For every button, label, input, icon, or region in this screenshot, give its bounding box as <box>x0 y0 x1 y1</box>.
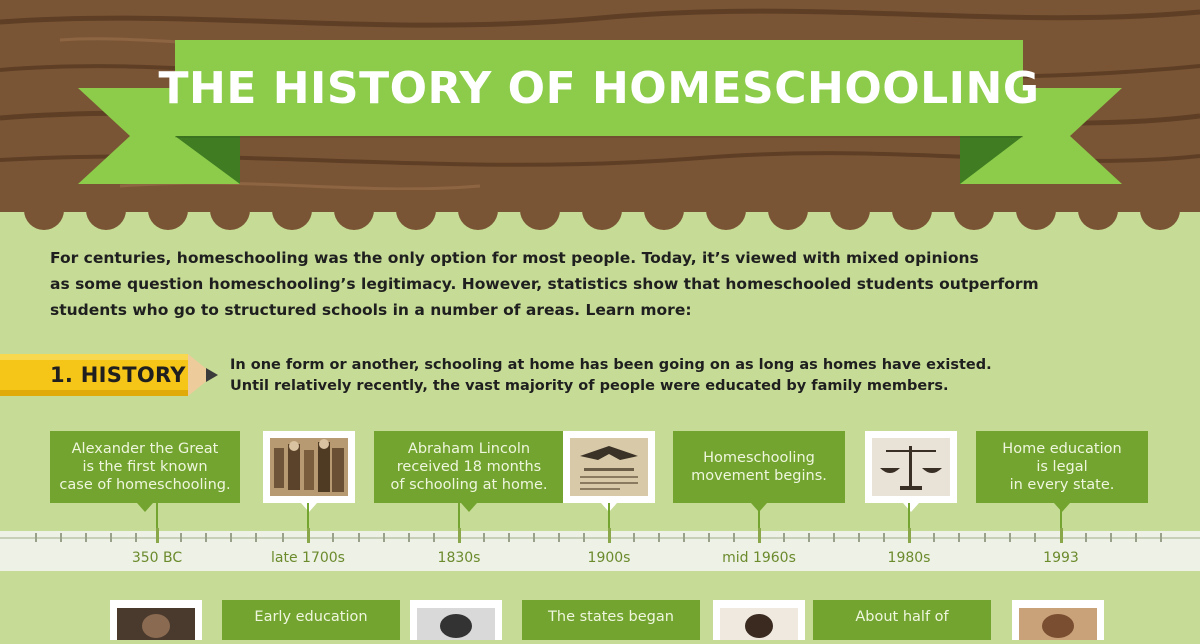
timeline-event-text: Abraham Lincoln received 18 months of schooling at home. <box>390 441 548 493</box>
timeline-tick <box>708 533 710 542</box>
timeline-event-bubble <box>813 600 991 640</box>
section-description-line: Until relatively recently, the vast majority of people were educated by family members. <box>230 378 949 394</box>
timeline-tick <box>933 533 935 542</box>
timeline-event-text: Alexander the Great is the first known case of homeschooling. <box>59 441 231 493</box>
timeline-tick <box>558 533 560 542</box>
family-photo-icon <box>1019 608 1097 640</box>
timeline-major-tick <box>908 528 911 543</box>
timeline-event-bubble <box>374 431 564 503</box>
timeline-photo <box>713 600 805 640</box>
timeline-tick <box>984 533 986 542</box>
timeline-tick <box>358 533 360 542</box>
timeline-tick <box>633 533 635 542</box>
timeline-tick <box>383 533 385 542</box>
timeline-photo <box>263 431 355 503</box>
timeline-tick <box>180 533 182 542</box>
timeline-date-label: mid 1960s <box>722 550 796 566</box>
timeline-tick <box>958 533 960 542</box>
timeline-date-label: 350 BC <box>131 550 183 566</box>
timeline-tick <box>733 533 735 542</box>
timeline-event-text: About half of <box>855 609 949 625</box>
timeline-date-label: 1830s <box>437 550 481 566</box>
timeline-tick <box>883 533 885 542</box>
timeline-date-label: 1993 <box>1043 550 1079 566</box>
section-heading: 1. HISTORY <box>50 363 186 387</box>
timeline-major-tick <box>758 528 761 543</box>
timeline-major-tick <box>458 528 461 543</box>
intro-line: For centuries, homeschooling was the only option for most people. Today, it’s viewed with mixed opinions <box>50 249 979 267</box>
timeline-tick <box>783 533 785 542</box>
timeline-tick <box>135 533 137 542</box>
timeline-photo <box>410 600 502 640</box>
timeline-major-tick <box>608 528 611 543</box>
timeline-major-tick <box>156 528 159 543</box>
timeline-tick <box>205 533 207 542</box>
timeline-event-text: Early education <box>254 609 368 625</box>
timeline-tick <box>808 533 810 542</box>
timeline-tick <box>1085 533 1087 542</box>
intro-line: students who go to structured schools in a number of areas. Learn more: <box>50 301 692 319</box>
timeline-tick <box>483 533 485 542</box>
timeline-photo <box>110 600 202 640</box>
timeline-date-label: late 1700s <box>271 550 345 566</box>
timeline-tick <box>408 533 410 542</box>
timeline-tick <box>230 533 232 542</box>
intro-paragraph <box>50 245 1160 323</box>
timeline-date-label: 1980s <box>887 550 931 566</box>
intro-line: as some question homeschooling’s legitimacy. However, statistics show that homeschooled students outperform <box>50 275 1039 293</box>
timeline-event-text: Homeschooling movement begins. <box>691 450 827 484</box>
timeline-tick <box>683 533 685 542</box>
portrait-photo-icon <box>417 608 495 640</box>
timeline-tick <box>1160 533 1162 542</box>
timeline-photo <box>563 431 655 503</box>
timeline-tick <box>85 533 87 542</box>
timeline-tick <box>533 533 535 542</box>
timeline-date-label: 1900s <box>587 550 631 566</box>
timeline-tick <box>583 533 585 542</box>
timeline-tick <box>433 533 435 542</box>
timeline-photo <box>865 431 957 503</box>
timeline-tick <box>1110 533 1112 542</box>
timeline-tick <box>282 533 284 542</box>
timeline-event-text: The states began <box>548 609 674 625</box>
timeline-connector <box>1060 503 1062 529</box>
portrait-photo-icon <box>117 608 195 640</box>
timeline-connector <box>156 503 158 529</box>
timeline-connector <box>608 503 610 529</box>
timeline-tick <box>332 533 334 542</box>
timeline-event-bubble <box>50 431 240 503</box>
timeline-tick <box>60 533 62 542</box>
portrait-photo-icon <box>720 608 798 640</box>
timeline-major-tick <box>1060 528 1063 543</box>
section-description-line: In one form or another, schooling at home has been going on as long as homes have existed. <box>230 357 992 373</box>
timeline-tick <box>110 533 112 542</box>
timeline-tick <box>1009 533 1011 542</box>
scales-of-justice-photo-icon <box>872 438 950 496</box>
timeline-tick <box>35 533 37 542</box>
timeline-tick <box>1135 533 1137 542</box>
timeline-tick <box>833 533 835 542</box>
timeline-major-tick <box>307 528 310 543</box>
colonial-crowd-photo-icon <box>270 438 348 496</box>
timeline-tick <box>1034 533 1036 542</box>
timeline-connector <box>307 503 309 529</box>
title-banner <box>158 40 1040 136</box>
timeline-photo <box>1012 600 1104 640</box>
timeline-tick <box>658 533 660 542</box>
timeline-tick <box>508 533 510 542</box>
section-description <box>230 355 1170 397</box>
timeline-event-bubble <box>976 431 1148 503</box>
timeline-event-bubble <box>222 600 400 640</box>
timeline-event-bubble <box>673 431 845 503</box>
newspaper-eagle-photo-icon <box>570 438 648 496</box>
timeline-event-bubble <box>522 600 700 640</box>
timeline-tick <box>858 533 860 542</box>
timeline-event-text: Home education is legal in every state. <box>1002 441 1122 493</box>
timeline-connector <box>458 503 460 529</box>
timeline-tick <box>255 533 257 542</box>
timeline-connector <box>758 503 760 529</box>
timeline-connector <box>908 503 910 529</box>
page-title: THE HISTORY OF HOMESCHOOLING <box>158 62 1040 114</box>
